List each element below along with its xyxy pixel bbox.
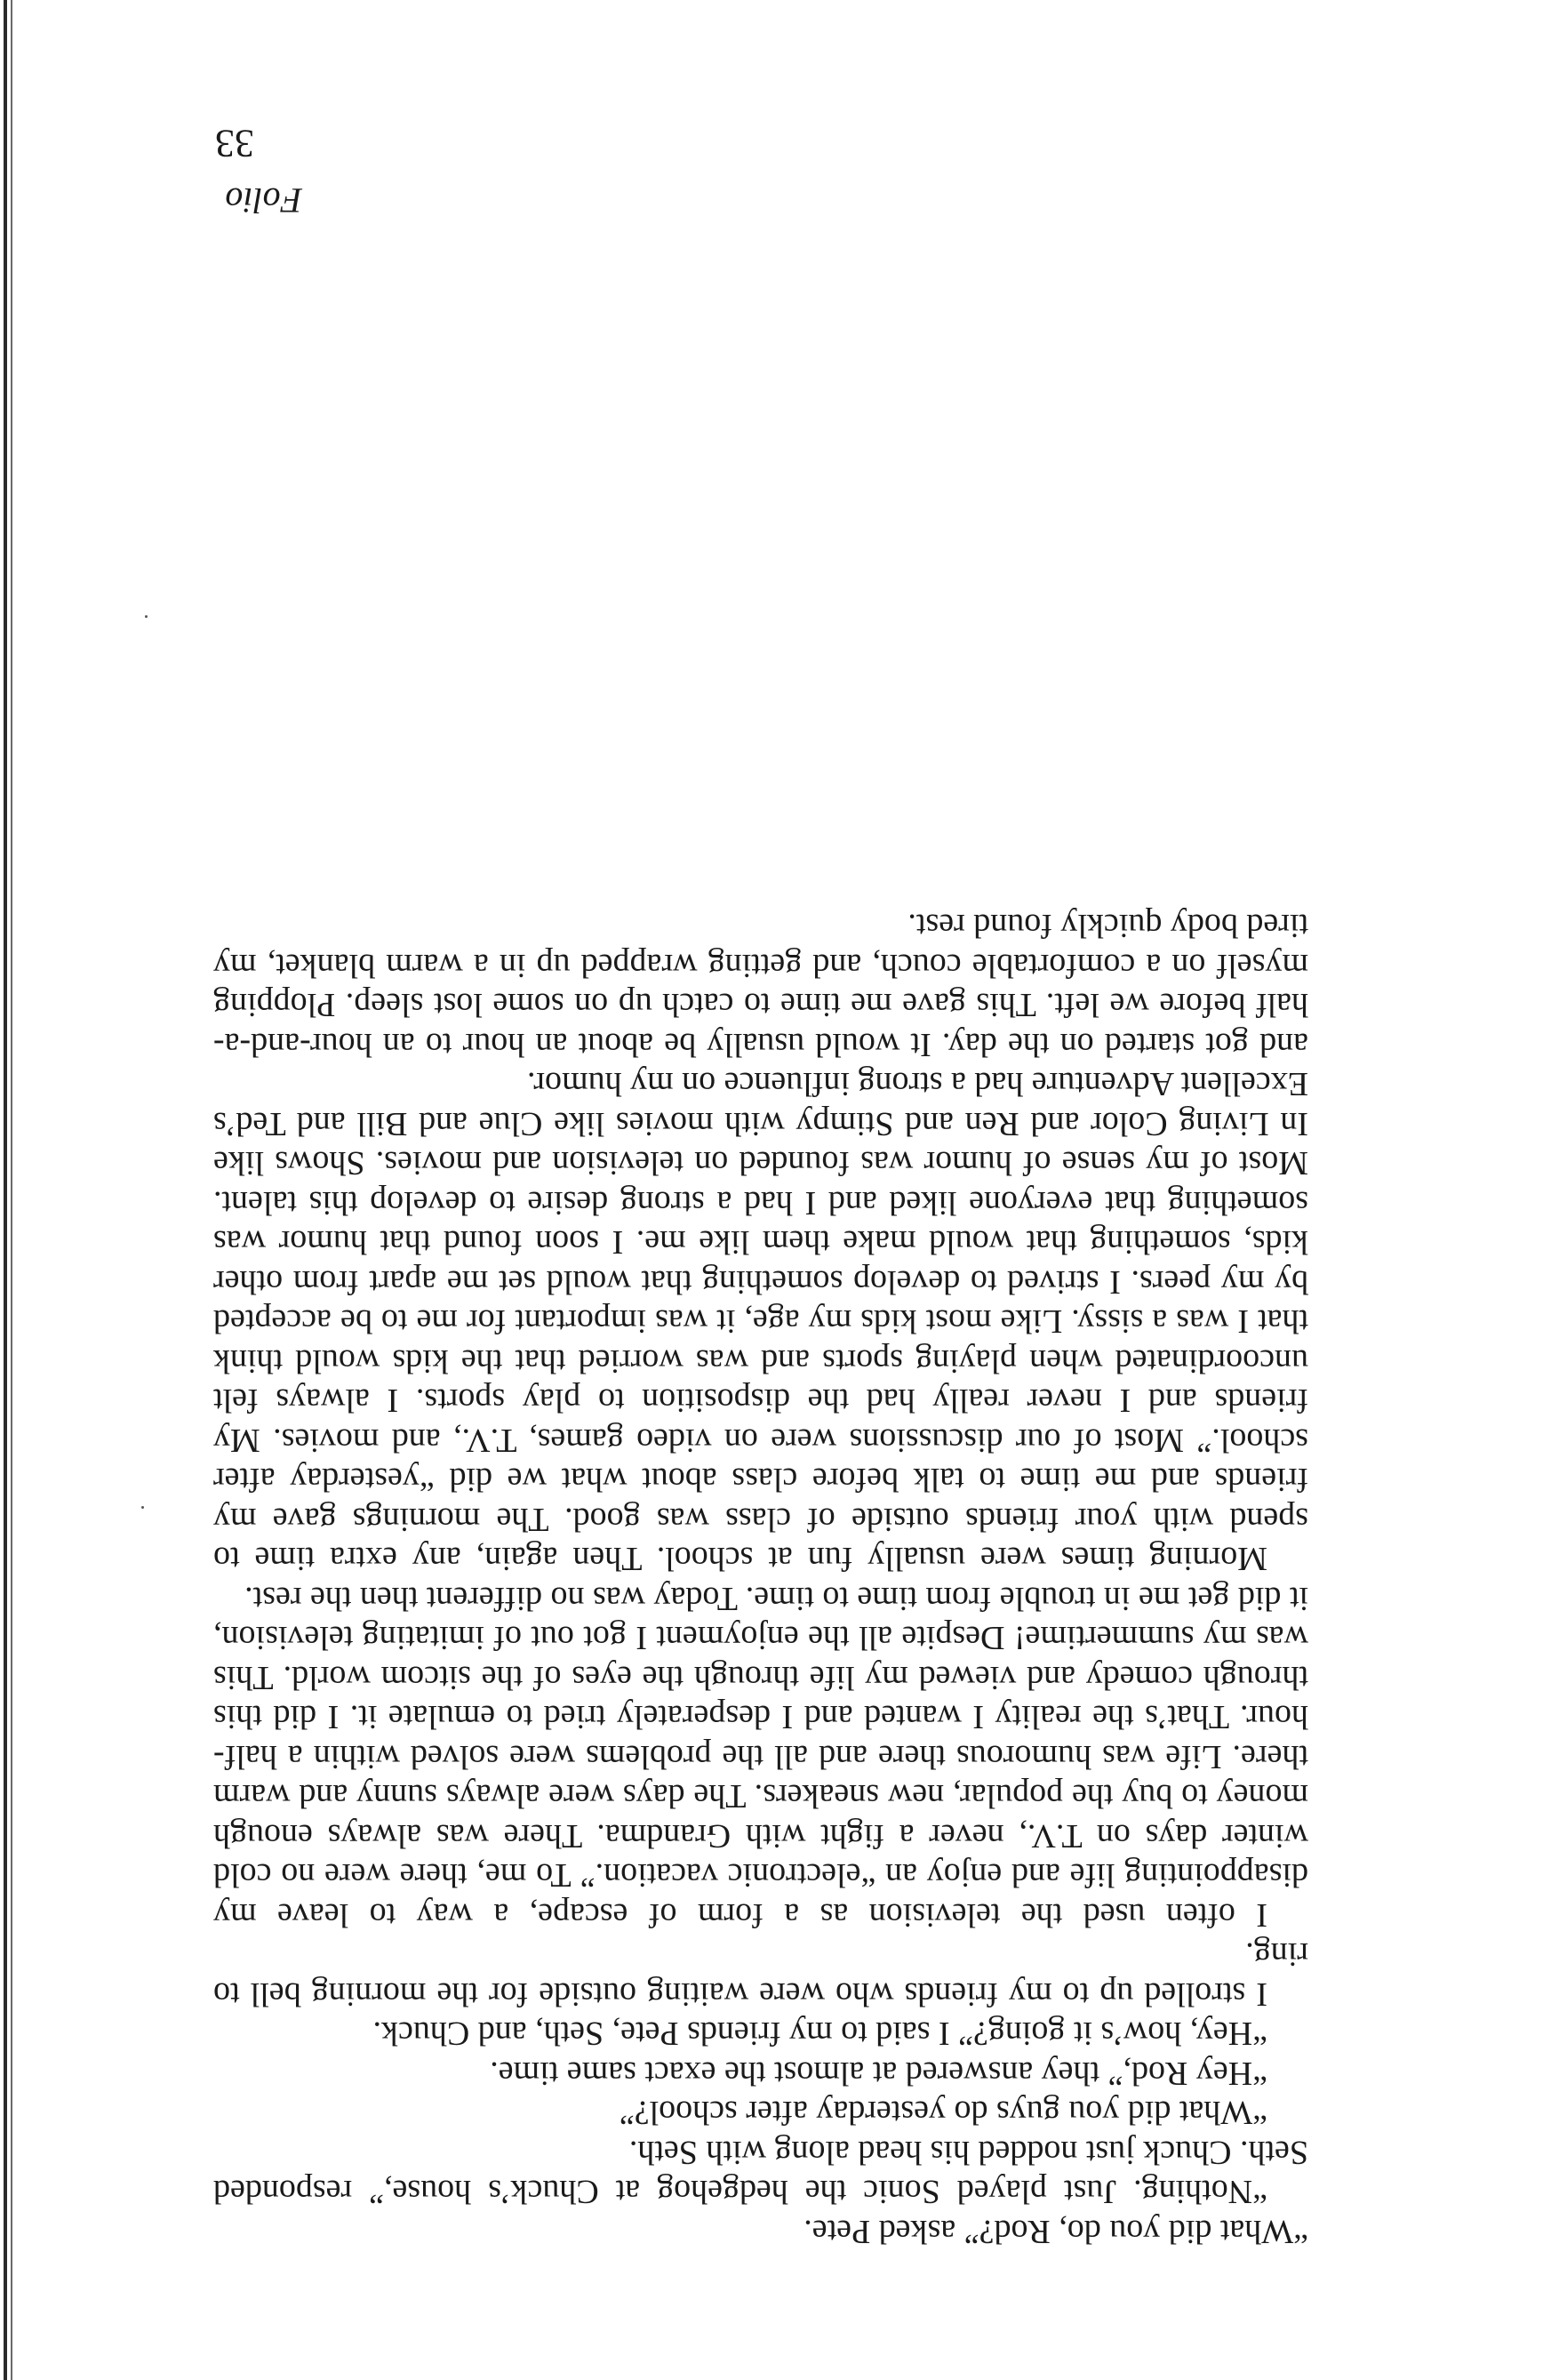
paragraph: “Hey Rod,” they answered at almost the exact same time.	[490, 2055, 1267, 2092]
paragraph: “What did you do, Rod?” asked Pete.	[803, 2213, 1308, 2250]
paragraph: “What did you guys do yesterday after school?”	[619, 2094, 1267, 2132]
scan-speck	[145, 615, 148, 618]
paragraph: “Hey, how’s it going?” I said to my friends Pete, Seth, and Chuck.	[372, 2015, 1267, 2053]
paragraph: I often used the television as a form of escape, a way to leave my disappointing life and enjoy an “electronic vacation.” To me, there were no cold winter days on T.V., never a fight with Grandma. There was always enough money to buy the popular, new sneakers. The days were always sunny and warm there. Life was humorous there and all the problems were solved within a half-hour. That’s the reality I wanted and I desperately tried to emulate it. I did this through comedy and viewed my life through the eyes of the sitcom world. This was my summertime! Despite all the enjoyment I got out of imitating television, it did get me in trouble from time to time. Today was no different then the rest.	[213, 1580, 1308, 1934]
paragraph: Morning times were usually fun at school. Then again, any extra time to spend with your friends outside of class was good. The mornings gave my friends and me time to talk before class about what we did “yesterday after school.” Most of our discussions were on video games, T.V., and movies. My friends and I never really had the disposition to play sports. I always felt uncoordinated when playing sports and was worried that the kids would think that I was a sissy. Like most kids my age, it was important for me to be accepted by my peers. I strived to develop something that would set me apart from other kids, something that would make them like me. I soon found that humor was something that everyone liked and I had a strong desire to develop this talent. Most of my sense of humor was founded on television and movies. Shows like In Living Color and Ren and Stimpy with movies like Clue and Bill and Ted’s Excellent Adventure had a strong influence on my humor.	[213, 1065, 1308, 1578]
scan-speck	[141, 1506, 144, 1509]
body-text	[213, 906, 1308, 2251]
paragraph: and got started on the day. It would usually be about an hour to an hour-and-a-half before we left. This gave me time to catch up on some lost sleep. Plopping myself on a comfortable couch, and getting wrapped up in a warm blanket, my tired body quickly found rest.	[213, 907, 1308, 1063]
binding-edge	[4, 0, 7, 2380]
folio-label: Folio	[225, 180, 302, 220]
binding-edge-inner	[11, 0, 12, 2380]
paragraph: “Nothing. Just played Sonic the hedgehog at Chuck’s house,” responded Seth. Chuck just nodded his head along with Seth.	[213, 2134, 1308, 2211]
paragraph: I strolled up to my friends who were waiting outside for the morning bell to ring.	[213, 1935, 1308, 2013]
page-number: 33	[215, 122, 254, 165]
